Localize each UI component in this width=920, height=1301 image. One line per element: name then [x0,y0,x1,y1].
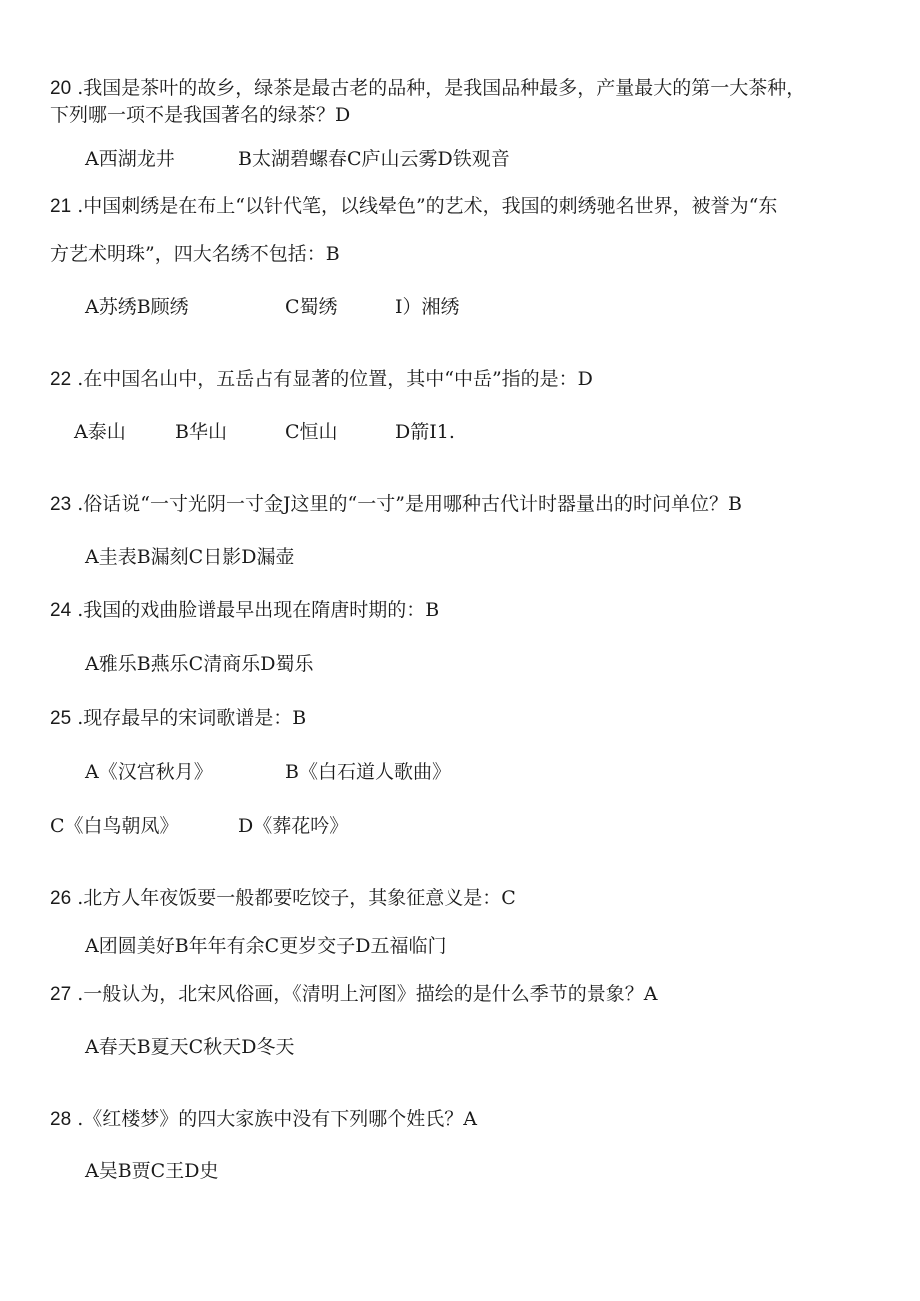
question-text: .现存最早的宋词歌谱是：B [77,707,307,729]
question-22-option: D箭I1. [395,421,455,443]
question-20-option: A西湖龙井 [85,148,175,170]
question-number: 21 [50,196,72,217]
question-26-line1 [50,886,516,911]
question-21-option: C蜀绣 [285,296,338,318]
question-26-option: A团圆美好B年年有余C更岁交子D五福临门 [85,935,447,957]
question-21-line2: 方艺术明珠”，四大名绣不包括：B [50,243,340,265]
question-20-line1 [50,76,805,101]
question-27-option: A春天B夏天C秋天D冬天 [85,1036,295,1058]
question-23-line1 [50,492,742,517]
question-text: .我国的戏曲脸谱最早出现在隋唐时期的：B [77,599,440,621]
question-text: .我国是茶叶的故乡，绿茶是最古老的品种，是我国品种最多，产量最大的第一大茶种， [77,77,806,99]
question-25-option: A《汉宫秋月》 [85,761,213,783]
question-text: .一般认为，北宋风俗画，《清明上河图》描绘的是什么季节的景象？A [77,983,658,1005]
question-text: .俗话说“一寸光阴一寸金J这里的“一寸”是用哪种古代计时器量出的时问单位？B [77,493,742,515]
question-number: 26 [50,888,72,909]
question-25-option: B《白石道人歌曲》 [285,761,451,783]
question-number: 20 [50,78,72,99]
question-number: 25 [50,708,72,729]
question-number: 23 [50,494,72,515]
question-28-option: A吴B贾C王D史 [85,1160,219,1182]
question-22-option: B华山 [175,421,227,443]
question-21-option: I）湘绣 [395,296,460,318]
question-20-line2: 下列哪一项不是我国著名的绿茶？D [50,104,351,126]
question-number: 22 [50,369,72,390]
question-number: 27 [50,984,72,1005]
question-25-option: C《白鸟朝凤》 [50,815,179,837]
question-text: .北方人年夜饭要一般都要吃饺子，其象征意义是：C [77,887,516,909]
question-22-line1 [50,367,593,392]
question-24-line1 [50,598,439,623]
question-21-option: A苏绣B顾绣 [85,296,189,318]
question-22-option: C恒山 [285,421,338,443]
question-22-option: A泰山 [74,421,126,443]
question-20-option: B太湖碧螺春C庐山云雾D铁观音 [238,148,510,170]
question-number: 28 [50,1109,72,1130]
question-23-option: A圭表B漏刻C日影D漏壶 [85,546,295,568]
question-21-line1 [50,194,777,219]
question-25-line1 [50,706,306,731]
question-text: .《红楼梦》的四大家族中没有下列哪个姓氏？A [77,1108,477,1130]
question-25-option: D《葬花吟》 [238,815,349,837]
question-text: .中国刺绣是在布上“以针代笔，以线晕色”的艺术，我国的刺绣驰名世界，被誉为“东 [77,195,778,217]
question-number: 24 [50,600,72,621]
question-27-line1 [50,982,657,1007]
question-28-line1 [50,1107,477,1132]
question-24-option: A雅乐B燕乐C清商乐D蜀乐 [85,653,314,675]
question-text: .在中国名山中，五岳占有显著的位置，其中“中岳”指的是：D [77,368,593,390]
